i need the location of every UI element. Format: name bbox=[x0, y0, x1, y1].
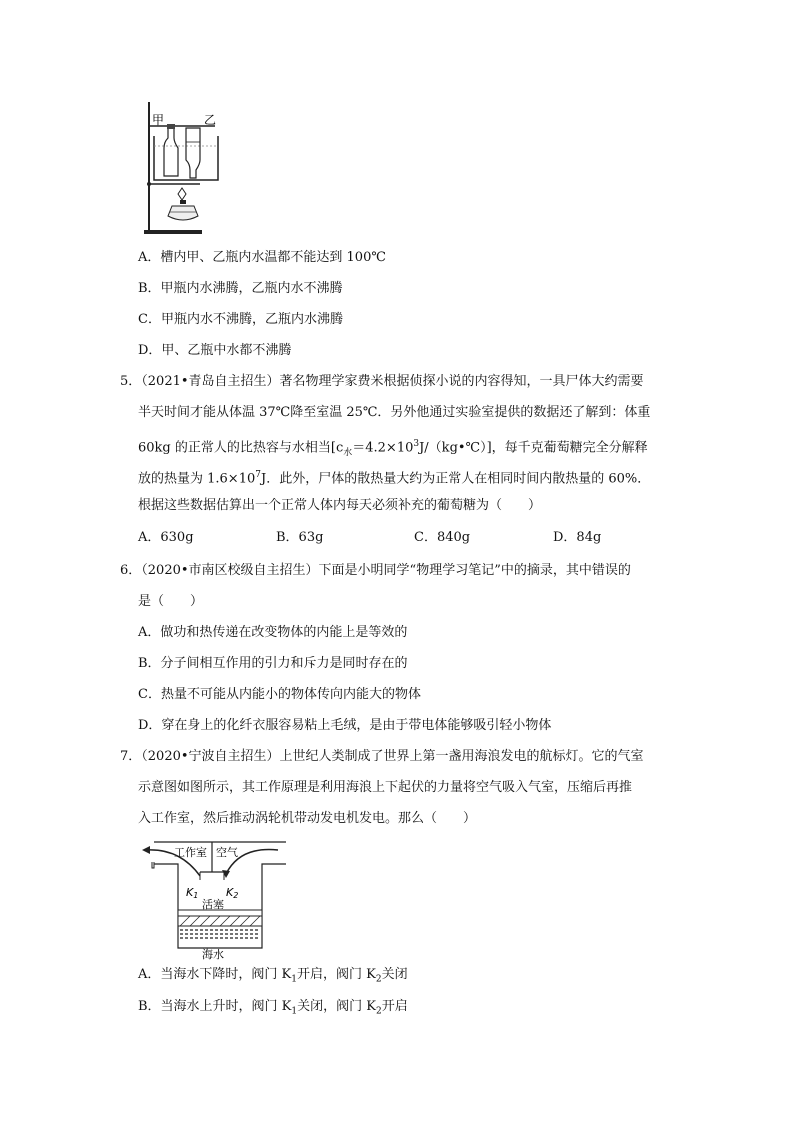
q7-line3: 入工作室，然后推动涡轮机带动发电机发电。那么（ ） bbox=[138, 811, 477, 826]
q7-text-1: 上世纪人类制成了世界上第一盏用海浪发电的航标灯。它的气室 bbox=[279, 749, 644, 764]
label-k2: K2 bbox=[226, 886, 239, 900]
label-yi: 乙 bbox=[204, 113, 217, 127]
q5-option-d: D．84g bbox=[553, 530, 602, 545]
label-piston: 活塞 bbox=[202, 898, 224, 911]
q4-option-d: D．甲、乙瓶中水都不沸腾 bbox=[138, 343, 292, 358]
q6-option-c: C．热量不可能从内能小的物体传向内能大的物体 bbox=[138, 687, 421, 702]
label-jia: 甲 bbox=[152, 113, 165, 127]
q4-option-b: B．甲瓶内水沸腾，乙瓶内水不沸腾 bbox=[138, 281, 343, 296]
q4-option-a: A．槽内甲、乙瓶内水温都不能达到 100℃ bbox=[138, 250, 386, 265]
q7-source: （2020•宁波自主招生） bbox=[141, 749, 280, 764]
q6-text-1: 下面是小明同学“物理学习笔记”中的摘录，其中错误的 bbox=[318, 563, 631, 578]
q5-number: 5． bbox=[120, 374, 142, 389]
q5-option-c: C．840g bbox=[414, 530, 471, 545]
q7-number: 7． bbox=[120, 749, 142, 764]
q6-line1 bbox=[120, 562, 631, 580]
q5-text-1: 著名物理学家费米根据侦探小说的内容得知，一具尸体大约需要 bbox=[279, 374, 644, 389]
label-k1: K1 bbox=[186, 886, 199, 900]
label-air: 空气 bbox=[216, 846, 238, 859]
boiling-apparatus-figure bbox=[140, 98, 230, 238]
q7-line1 bbox=[120, 748, 644, 766]
q5-option-b: B．63g bbox=[276, 530, 324, 545]
q6-option-a: A．做功和热传递在改变物体的内能上是等效的 bbox=[138, 625, 408, 640]
q5-source: （2021•青岛自主招生） bbox=[141, 374, 280, 389]
q5-option-a: A．630g bbox=[138, 530, 194, 545]
q5-line1 bbox=[120, 373, 644, 391]
q6-number: 6． bbox=[120, 563, 142, 578]
label-work-room: 工作室 bbox=[174, 846, 207, 859]
air-chamber-figure bbox=[140, 836, 290, 960]
q6-source: （2020•市南区校级自主招生） bbox=[141, 563, 319, 578]
q5-line3: 60kg 的正常人的比热容与水相当$[c_水=4.2\times 10^3J/(kg•℃)]$，每千克葡萄糖完全分解释 bbox=[138, 439, 648, 458]
label-sea: 海水 bbox=[202, 948, 224, 960]
q6-line2: 是（ ） bbox=[138, 594, 204, 609]
q6-option-d: D．穿在身上的化纤衣服容易粘上毛绒，是由于带电体能够吸引轻小物体 bbox=[138, 718, 552, 733]
q4-option-c: C．甲瓶内水不沸腾，乙瓶内水沸腾 bbox=[138, 312, 343, 327]
q6-option-b: B．分子间相互作用的引力和斥力是同时存在的 bbox=[138, 656, 408, 671]
q5-line2: 半天时间才能从体温 37℃降至室温 25℃．另外他通过实验室提供的数据还了解到：体重 bbox=[138, 405, 651, 420]
q7-option-b: B．当海水上升时，阀门 $K_1$关闭，阀门 $K_2$开启 bbox=[138, 999, 408, 1017]
q5-line5: 根据这些数据估算出一个正常人体内每天必须补充的葡萄糖为（ ） bbox=[138, 498, 542, 513]
q5-line4: 放的热量为 $1.6\times 10^7J$．此外，尸体的散热量大约为正常人在相同时间内散热量的 60%． bbox=[138, 470, 651, 487]
q7-line2: 示意图如图所示，其工作原理是利用海浪上下起伏的力量将空气吸入气室，压缩后再推 bbox=[138, 780, 633, 795]
q7-option-a: A．当海水下降时，阀门 $K_1$开启，阀门 $K_2$关闭 bbox=[138, 967, 408, 985]
